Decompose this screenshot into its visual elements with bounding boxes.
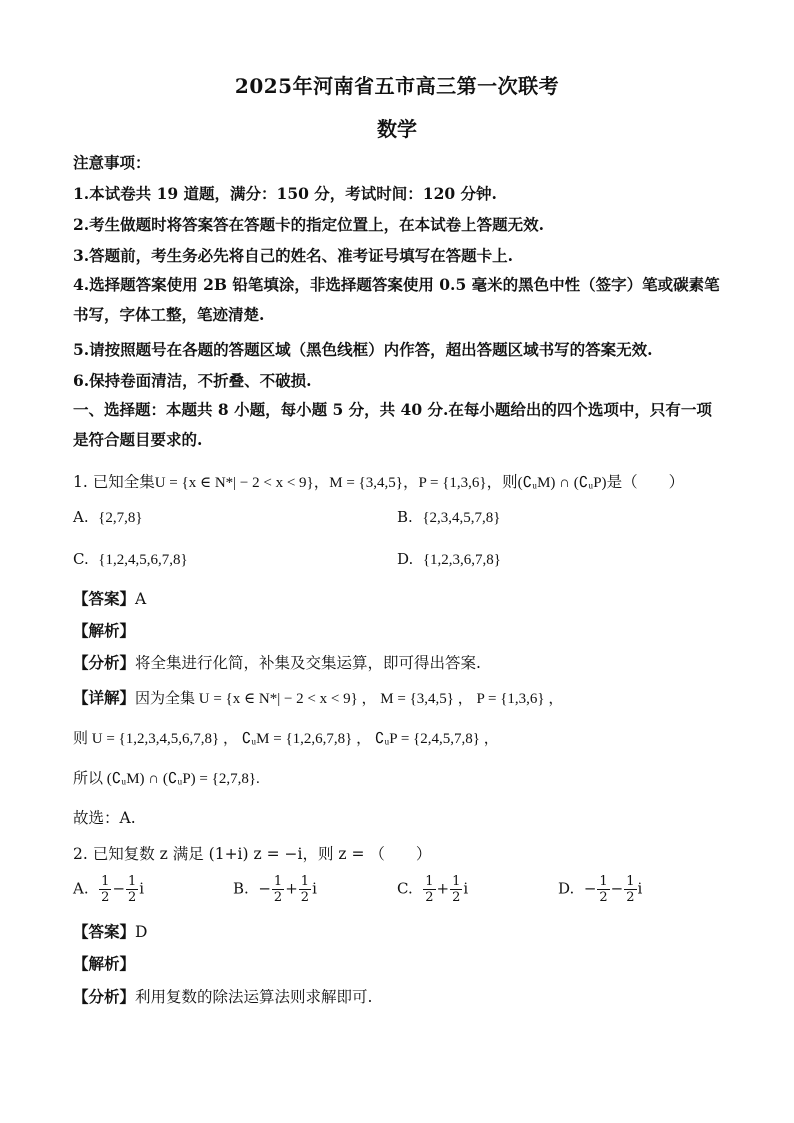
option-label: D.	[397, 550, 414, 568]
q1-set-u: U = {x ∈ N*| − 2 < x < 9}	[154, 475, 314, 491]
q1-suffix: 是（ ）	[606, 473, 685, 491]
q2-analysis-tag: 【解析】	[73, 954, 136, 973]
q1-detail-line-2: 则 U = {1,2,3,4,5,6,7,8} ， ∁ᵤM = {1,2,6,7,8} ， ∁ᵤP = {2,4,5,7,8} ，	[73, 731, 499, 747]
question-2-stem: 2. 已知复数 z 满足 (1+i) z = −i，则 z = （ ）	[73, 845, 432, 863]
option-label: D.	[558, 879, 575, 898]
option-value: {1,2,4,5,6,7,8}	[98, 552, 188, 568]
option-value: {2,7,8}	[98, 510, 143, 526]
q1-detail	[73, 686, 563, 708]
answer-value: A	[135, 590, 147, 608]
q1-option-c	[73, 550, 188, 569]
section-heading: 一、选择题：本题共 8 小题，每小题 5 分，共 40 分.在每小题给出的四个选项中，只有一项是符合题目要求的.	[73, 400, 712, 449]
detail-line-1: 因为全集 U = {x ∈ N*| − 2 < x < 9} ， M = {3,4,5} ， P = {1,3,6} ，	[135, 691, 564, 707]
option-label: C.	[397, 879, 413, 898]
q1-set-p: P = {1,3,6}	[418, 475, 487, 491]
notice-heading: 注意事项：	[73, 153, 151, 172]
fraction: $\frac{1}{2}$	[626, 874, 635, 905]
q2-fenxi	[73, 985, 372, 1007]
option-label: A.	[73, 508, 89, 526]
q2-option-c: C. $\frac{1}{2}$ + $\frac{1}{2}$ i	[397, 874, 469, 905]
q1-prefix: 1. 已知全集	[73, 473, 155, 491]
notice-item-4: 4.选择题答案使用 2B 铅笔填涂，非选择题答案使用 0.5 毫米的黑色中性（签字）笔或碳素笔书写，字体工整，笔迹清楚.	[73, 275, 720, 324]
notice-item-3: 3.答题前，考生务必先将自己的姓名、准考证号填写在答题卡上.	[73, 246, 514, 265]
fraction: $\frac{1}{2}$	[273, 874, 283, 905]
notice-item-6: 6.保持卷面清洁，不折叠、不破损.	[73, 371, 312, 390]
q1-sep2: ，	[402, 473, 419, 491]
option-label: C.	[73, 550, 89, 568]
q1-option-a	[73, 508, 143, 527]
q1-detail-line-3: 所以 (∁ᵤM) ∩ (∁ᵤP) = {2,7,8}.	[73, 771, 260, 787]
answer-tag: 【答案】	[73, 922, 136, 941]
q2-option-b: B. − $\frac{1}{2}$ + $\frac{1}{2}$ i	[233, 874, 317, 905]
fenxi-tag: 【分析】	[73, 653, 136, 672]
answer-value: D	[135, 923, 148, 941]
fenxi-text: 将全集进行化简，补集及交集运算，即可得出答案.	[135, 654, 481, 672]
notice-item-5: 5.请按照题号在各题的答题区域（黑色线框）内作答，超出答题区域书写的答案无效.	[73, 340, 653, 359]
answer-tag: 【答案】	[73, 589, 136, 608]
detail-tag: 【详解】	[73, 688, 136, 707]
fraction: $\frac{1}{2}$	[128, 874, 137, 905]
q1-sep1: ，	[313, 473, 330, 491]
option-value: {1,2,3,6,7,8}	[422, 552, 501, 568]
q2-answer	[73, 920, 147, 942]
fraction: $\frac{1}{2}$	[425, 874, 434, 905]
fraction: $\frac{1}{2}$	[452, 874, 461, 905]
q1-option-b	[397, 508, 501, 527]
question-1-stem	[73, 470, 684, 492]
notice-item-1: 1.本试卷共 19 道题，满分：150 分，考试时间：120 分钟.	[73, 184, 497, 203]
exam-title: 2025年河南省五市高三第一次联考	[234, 74, 560, 98]
option-value: {2,3,4,5,7,8}	[422, 510, 501, 526]
fenxi-text: 利用复数的除法运算法则求解即可.	[135, 988, 373, 1006]
option-label: B.	[233, 879, 249, 898]
subject-title: 数学	[377, 117, 417, 141]
q1-mid: ，则	[486, 473, 518, 491]
fraction: $\frac{1}{2}$	[101, 874, 110, 905]
q1-choose: 故选：A.	[73, 809, 136, 827]
q1-set-m: M = {3,4,5}	[329, 475, 403, 491]
fraction: $\frac{1}{2}$	[300, 874, 310, 905]
q1-answer	[73, 587, 146, 609]
q1-analysis-tag: 【解析】	[73, 621, 136, 640]
q2-option-d: D. − $\frac{1}{2}$ − $\frac{1}{2}$ i	[558, 874, 643, 905]
fenxi-tag: 【分析】	[73, 987, 136, 1006]
q1-option-d	[397, 550, 501, 569]
option-label: B.	[397, 508, 413, 526]
q1-fenxi	[73, 651, 481, 673]
q1-expression: (∁ᵤM) ∩ (∁ᵤP)	[517, 475, 607, 491]
notice-item-2: 2.考生做题时将答案答在答题卡的指定位置上，在本试卷上答题无效.	[73, 215, 545, 234]
fraction: $\frac{1}{2}$	[599, 874, 608, 905]
q2-option-a: A. $\frac{1}{2}$ − $\frac{1}{2}$ i	[73, 874, 145, 905]
option-label: A.	[73, 879, 89, 898]
